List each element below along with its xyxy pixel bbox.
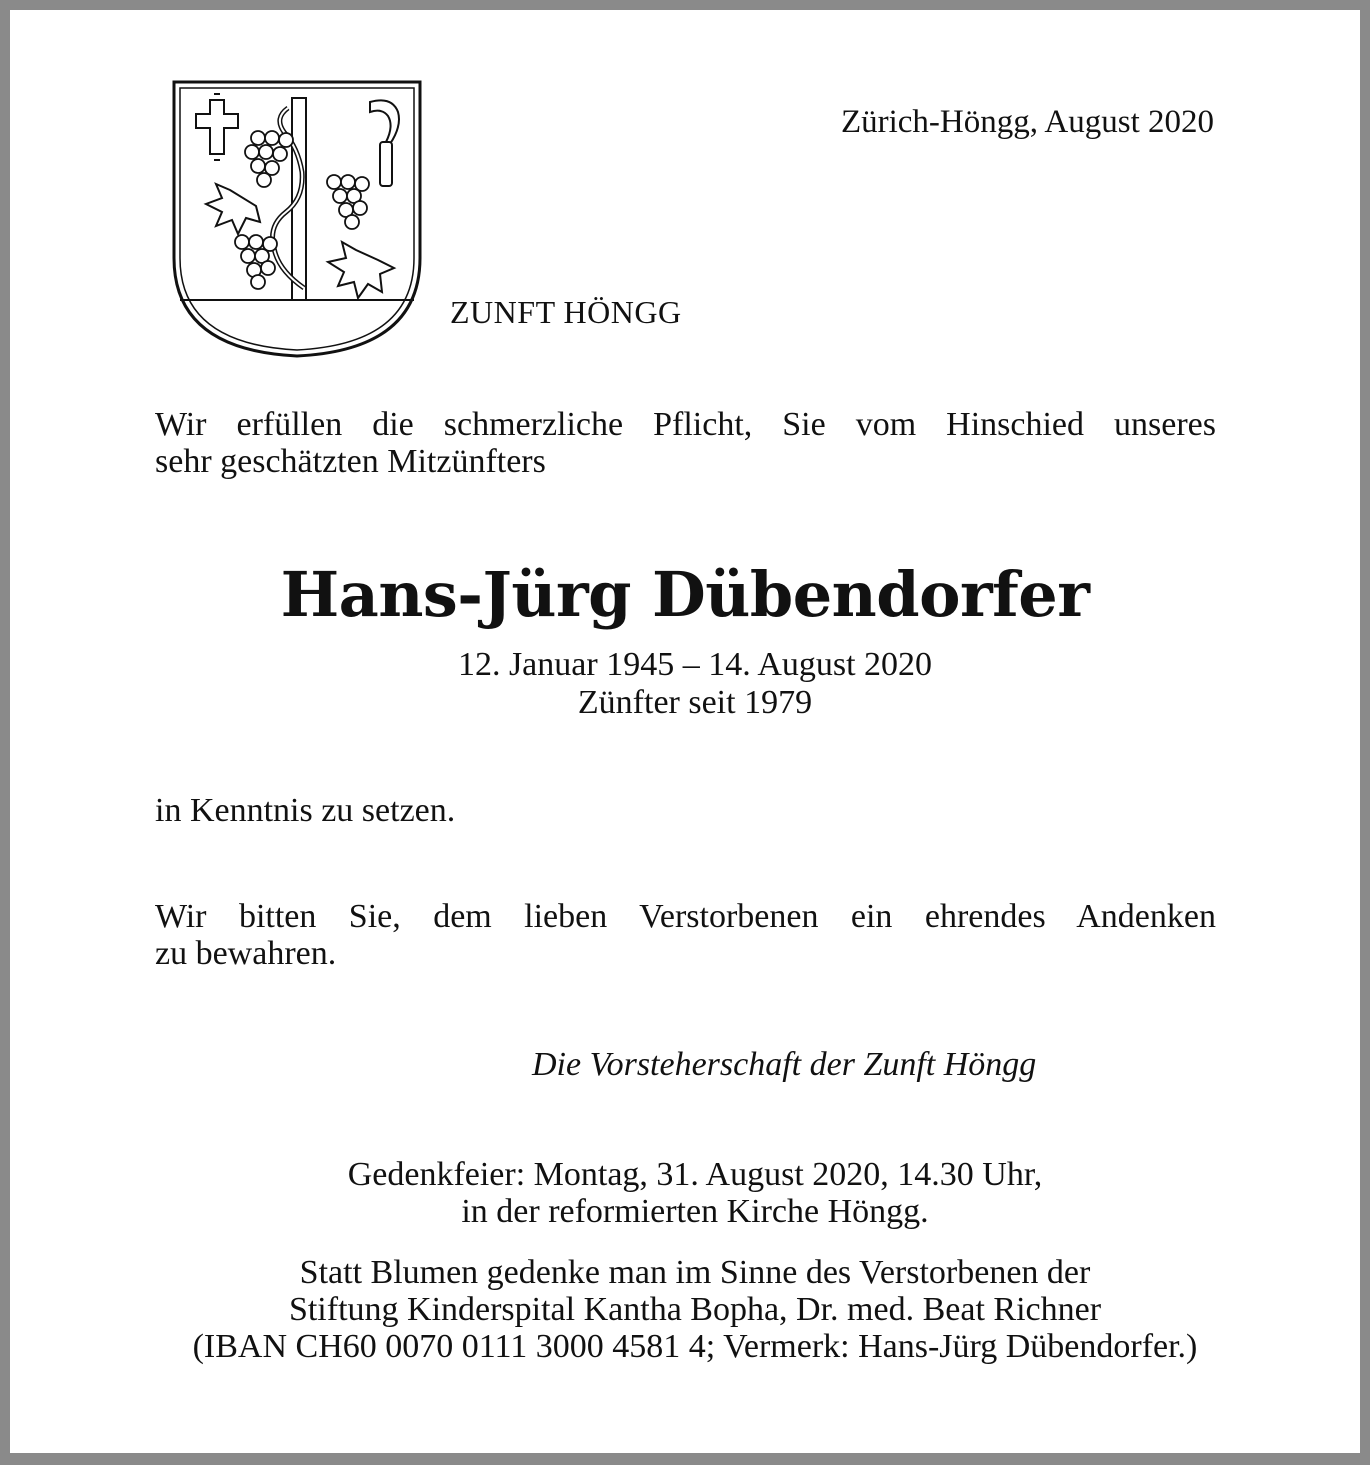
remembrance-paragraph xyxy=(155,898,1216,972)
organization-name: ZUNFT HÖNGG xyxy=(450,294,682,330)
intro-paragraph xyxy=(155,406,1216,480)
deceased-name: Hans-Jürg Dübendorfer xyxy=(280,558,1090,631)
donation-line: (IBAN CH60 0070 0111 3000 4581 4; Vermerk: Hans-Jürg Dübendorfer.) xyxy=(192,1328,1198,1365)
kenntnis-text: in Kenntnis zu setzen. xyxy=(155,792,456,829)
remembrance-line: zu bewahren. xyxy=(155,935,337,972)
remembrance-line: Wir bitten Sie, dem lieben Verstorbenen ein ehrendes Andenken xyxy=(155,898,1216,935)
donation-note xyxy=(10,1254,1370,1365)
intro-line: sehr geschätzten Mitzünfters xyxy=(155,443,546,480)
intro-line: Wir erfüllen die schmerzliche Pflicht, Sie vom Hinschied unseres xyxy=(155,406,1216,443)
obituary-page xyxy=(10,10,1360,1453)
memorial-service xyxy=(10,1156,1370,1230)
signature: Die Vorsteherschaft der Zunft Höngg xyxy=(532,1046,1037,1083)
donation-line: Stiftung Kinderspital Kantha Bopha, Dr. med. Beat Richner xyxy=(288,1291,1102,1328)
member-since: Zünfter seit 1979 xyxy=(577,684,813,721)
donation-line: Statt Blumen gedenke man im Sinne des Verstorbenen der xyxy=(299,1254,1091,1291)
place-date: Zürich-Höngg, August 2020 xyxy=(840,104,1214,140)
life-dates: 12. Januar 1945 – 14. August 2020 xyxy=(457,646,933,683)
zunft-hoengg-coat-of-arms-icon xyxy=(170,78,424,360)
memorial-line: in der reformierten Kirche Höngg. xyxy=(461,1193,929,1230)
memorial-line: Gedenkfeier: Montag, 31. August 2020, 14.30 Uhr, xyxy=(347,1156,1043,1193)
